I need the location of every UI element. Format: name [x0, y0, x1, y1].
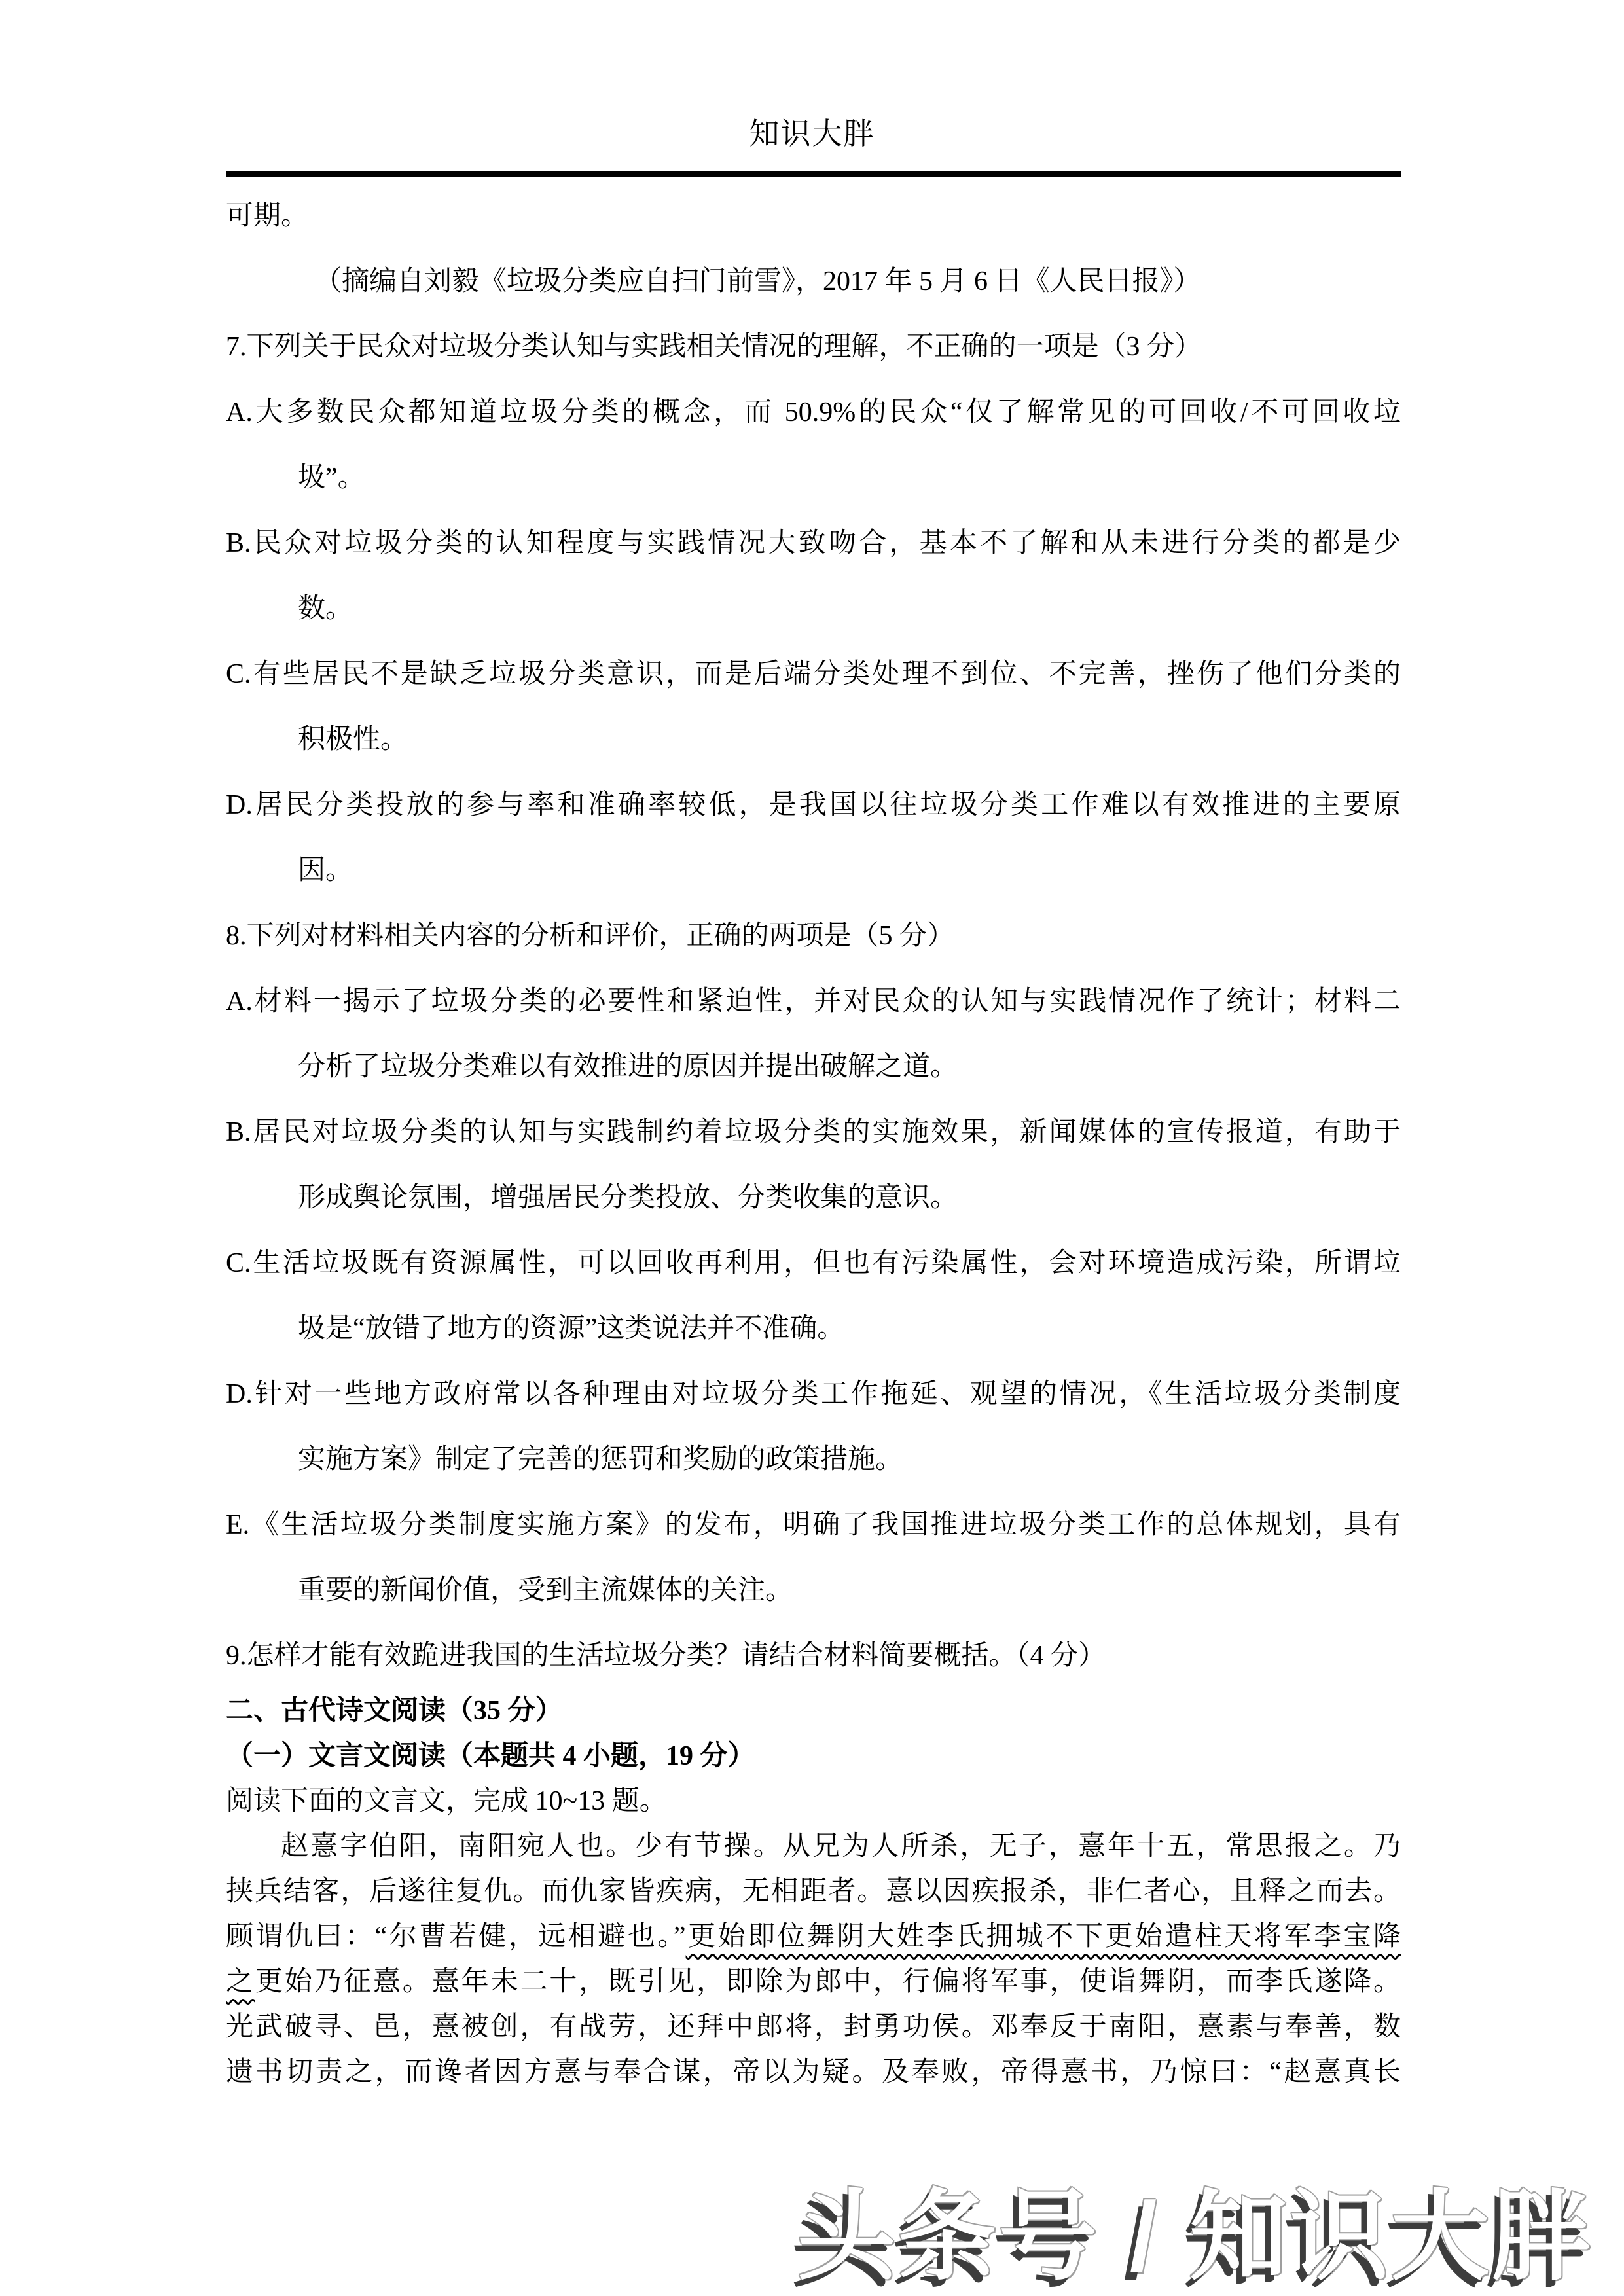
text-segment: 因。: [298, 855, 353, 886]
text-segment: E.《生活垃圾分类制度实施方案》的发布，明确了我国推进垃圾分类工作的总体规划，具有: [226, 1510, 1401, 1540]
text-line: [226, 445, 1401, 511]
text-segment: 光武破寻、邑，憙被创，有战劳，还拜中郎将，封勇功侯。邓奉反于南阳，憙素与奉善，数: [226, 2012, 1401, 2042]
text-line: [226, 511, 1401, 576]
text-segment: 8.下列对材料相关内容的分析和评价，正确的两项是（5 分）: [226, 921, 955, 951]
text-segment: 赵憙字伯阳，南阳宛人也。少有节操。从兄为人所杀，无子，憙年十五，常思报之。乃: [281, 1831, 1401, 1861]
text-segment: 形成舆论氛围，增强居民分类投放、分类收集的意识。: [298, 1183, 958, 1213]
text-line: [226, 1960, 1401, 2005]
text-line: [226, 1165, 1401, 1230]
text-line: [226, 1689, 1401, 1734]
text-line: [226, 1623, 1401, 1689]
text-segment: 实施方案》制定了完善的惩罚和奖励的政策措施。: [298, 1444, 903, 1475]
text-line: [226, 380, 1401, 445]
text-segment: B.居民对垃圾分类的认知与实践制约着垃圾分类的实施效果，新闻媒体的宣传报道，有助于: [226, 1117, 1401, 1147]
text-segment: 积极性。: [298, 725, 408, 755]
text-line: [226, 1296, 1401, 1361]
header-rule: [226, 171, 1401, 177]
watermark: 头条号 / 知识大胖: [797, 2181, 1593, 2291]
text-segment: D.针对一些地方政府常以各种理由对垃圾分类工作拖延、观望的情况，《生活垃圾分类制度: [226, 1379, 1401, 1409]
text-line: [226, 903, 1401, 969]
text-segment: 顾谓仇曰：“尔曹若健，远相避也。”: [226, 1922, 686, 1952]
text-line: [226, 183, 1401, 249]
text-segment: C.生活垃圾既有资源属性，可以回收再利用，但也有污染属性，会对环境造成污染，所谓垃: [226, 1248, 1401, 1278]
text-line: [226, 314, 1401, 380]
text-segment: D.居民分类投放的参与率和准确率较低，是我国以往垃圾分类工作难以有效推进的主要原: [226, 790, 1401, 820]
text-line: [226, 1034, 1401, 1100]
text-line: [226, 1914, 1401, 1960]
text-line: [226, 641, 1401, 707]
wavy-underlined-text: 更始即位舞阴大姓李氏拥城不下更始遣柱天将军李宝降: [685, 1922, 1401, 1952]
text-segment: 7.下列关于民众对垃圾分类认知与实践相关情况的理解，不正确的一项是（3 分）: [226, 332, 1202, 362]
text-segment: 9.怎样才能有效跪进我国的生活垃圾分类？请结合材料简要概括。（4 分）: [226, 1641, 1106, 1671]
text-segment: B.民众对垃圾分类的认知程度与实践情况大致吻合，基本不了解和从未进行分类的都是少: [226, 528, 1401, 558]
text-segment: A.材料一揭示了垃圾分类的必要性和紧迫性，并对民众的认知与实践情况作了统计；材料二: [226, 986, 1401, 1016]
text-line: [226, 1100, 1401, 1165]
text-segment: （摘编自刘毅《垃圾分类应自扫门前雪》，2017 年 5 月 6 日《人民日报》）: [314, 266, 1201, 296]
document-body: [226, 183, 1401, 2095]
text-line: [226, 1558, 1401, 1623]
text-line: [226, 707, 1401, 772]
text-line: [226, 1779, 1401, 1824]
text-segment: 更始乃征憙。憙年未二十，既引见，即除为郎中，行偏将军事，使诣舞阴，而李氏遂降。: [255, 1967, 1401, 1997]
text-segment: 遗书切责之，而谗者因方憙与奉合谋，帝以为疑。及奉败，帝得憙书，乃惊曰：“赵憙真长: [226, 2057, 1401, 2087]
text-line: [226, 249, 1401, 314]
text-segment: 可期。: [226, 201, 309, 231]
text-segment: 数。: [298, 594, 353, 624]
text-segment: 圾是“放错了地方的资源”这类说法并不准确。: [298, 1314, 845, 1344]
text-segment: 分析了垃圾分类难以有效推进的原因并提出破解之道。: [298, 1052, 958, 1082]
text-line: [226, 2050, 1401, 2095]
text-segment: C.有些居民不是缺乏垃圾分类意识，而是后端分类处理不到位、不完善，挫伤了他们分类的: [226, 659, 1401, 689]
text-segment: A.大多数民众都知道垃圾分类的概念，而 50.9%的民众“仅了解常见的可回收/不可回收垃: [226, 397, 1401, 427]
text-line: [226, 2005, 1401, 2050]
text-line: [226, 576, 1401, 641]
text-segment: 圾”。: [298, 463, 365, 493]
text-segment: 二、古代诗文阅读（35 分）: [226, 1696, 563, 1726]
text-line: [226, 1869, 1401, 1914]
text-line: [226, 838, 1401, 903]
text-segment: 挟兵结客，后遂往复仇。而仇家皆疾病，无相距者。憙以因疾报杀，非仁者心，且释之而去。: [226, 1876, 1401, 1907]
page-header-title: 知识大胖: [749, 117, 875, 151]
text-line: [226, 1492, 1401, 1558]
text-line: [226, 1427, 1401, 1492]
text-line: [226, 1824, 1401, 1869]
text-segment: 阅读下面的文言文，完成 10~13 题。: [226, 1786, 667, 1816]
text-line: [226, 1361, 1401, 1427]
text-line: [226, 1734, 1401, 1779]
text-line: [226, 772, 1401, 838]
text-segment: （一）文言文阅读（本题共 4 小题，19 分）: [226, 1741, 755, 1771]
wavy-underlined-text: 之: [226, 1967, 255, 1997]
text-line: [226, 1230, 1401, 1296]
text-line: [226, 969, 1401, 1034]
text-segment: 重要的新闻价值，受到主流媒体的关注。: [298, 1575, 793, 1605]
